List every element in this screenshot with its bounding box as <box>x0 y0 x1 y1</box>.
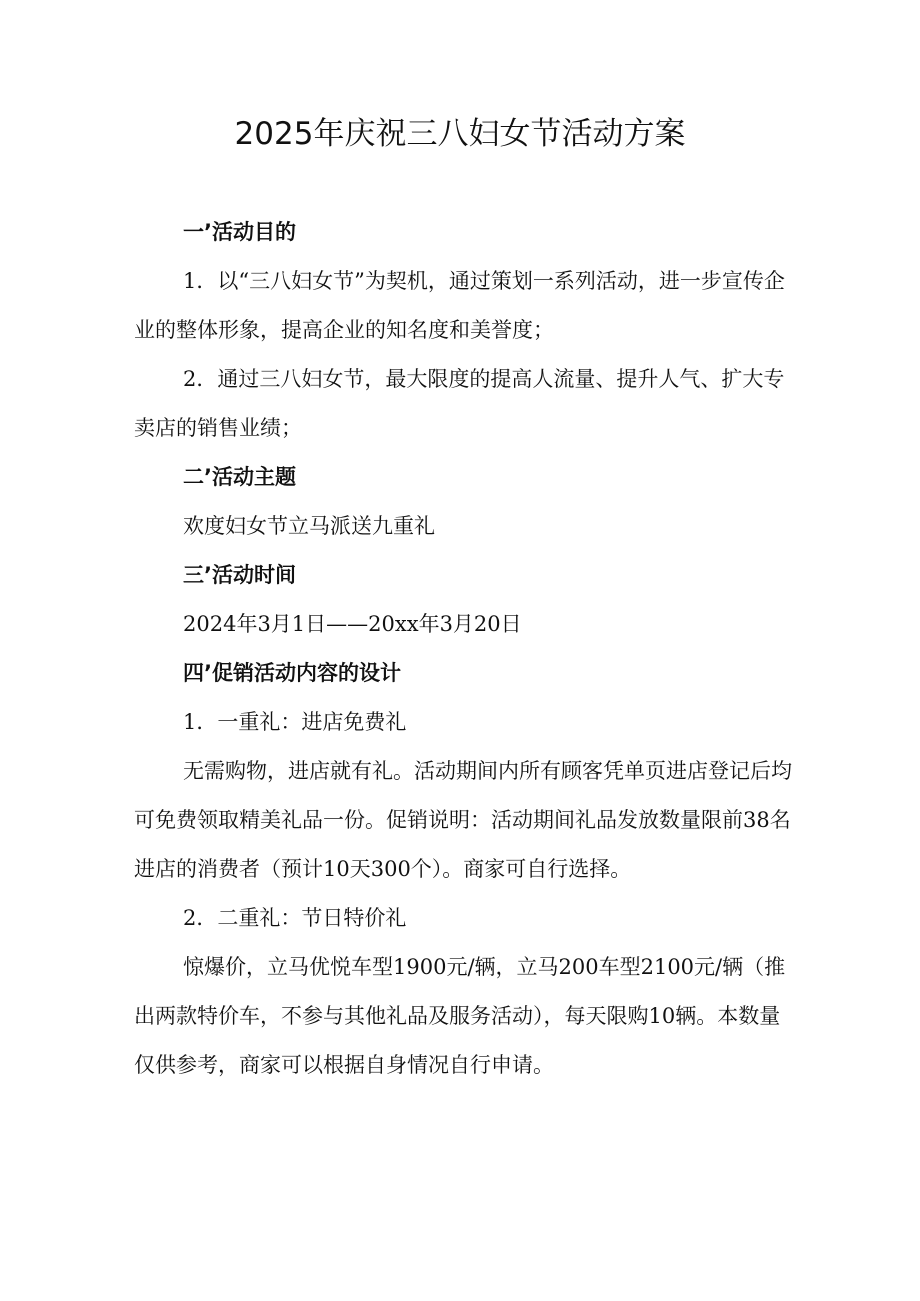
promotion-item-2-heading: 2．二重礼：节日特价礼 <box>183 906 407 930</box>
document-body <box>134 208 794 1090</box>
purpose-paragraph-2: 2．通过三八妇女节，最大限度的提高人流量、提升人气、扩大专卖店的销售业绩； <box>134 367 785 440</box>
section-heading-time: 三’活动时间 <box>183 563 296 587</box>
time-paragraph: 2024年3月1日——20xx年3月20日 <box>183 612 522 636</box>
promotion-item-1-heading: 1．一重礼：进店免费礼 <box>183 710 407 734</box>
theme-paragraph: 欢度妇女节立马派送九重礼 <box>183 514 435 538</box>
section-heading-promotion-design: 四’促销活动内容的设计 <box>183 661 401 685</box>
section-heading-purpose: 一’活动目的 <box>183 220 296 244</box>
promotion-item-2-paragraph: 惊爆价，立马优悦车型1900元/辆，立马200车型2100元/辆（推出两款特价车，不参与其他礼品及服务活动），每天限购10辆。本数量仅供参考，商家可以根据自身情况自行申请。 <box>134 955 786 1077</box>
section-heading-theme: 二’活动主题 <box>183 465 296 489</box>
promotion-item-1-paragraph: 无需购物，进店就有礼。活动期间内所有顾客凭单页进店登记后均可免费领取精美礼品一份。促销说明：活动期间礼品发放数量限前38名进店的消费者（预计10天300个）。商家可自行选择。 <box>134 759 792 881</box>
document-title: 2025年庆祝三八妇女节活动方案 <box>234 116 686 152</box>
purpose-paragraph-1: 1．以“三八妇女节”为契机，通过策划一系列活动，进一步宣传企业的整体形象，提高企业的知名度和美誉度； <box>134 269 785 342</box>
